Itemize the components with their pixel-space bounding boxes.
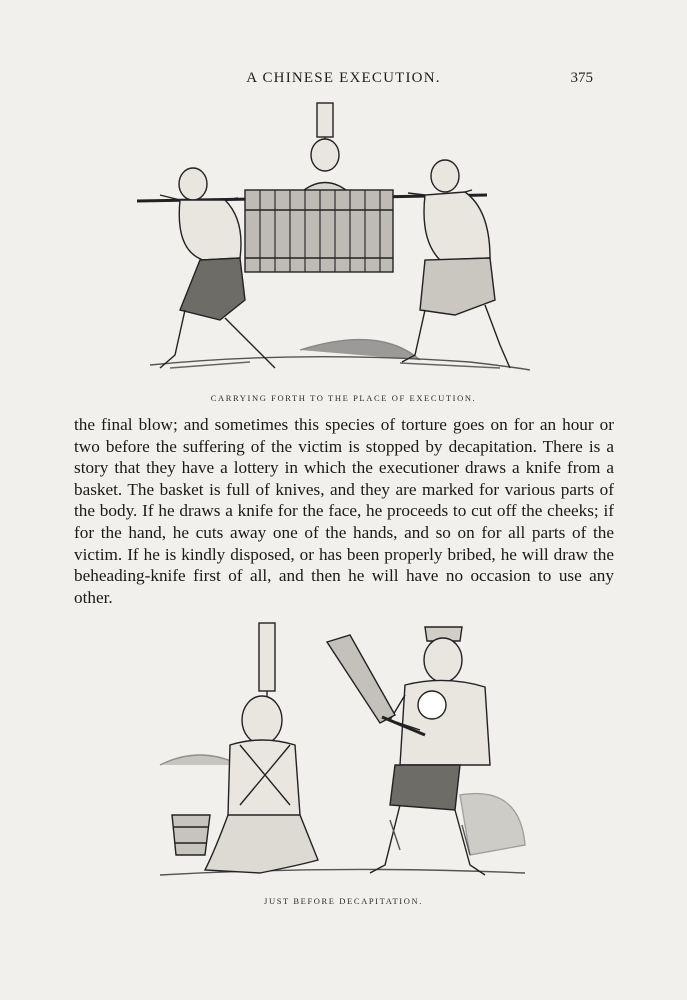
- figure-caption-bottom: JUST BEFORE DECAPITATION.: [264, 896, 423, 906]
- engraving-decapitation: [0, 615, 687, 895]
- figure-caption-top: CARRYING FORTH TO THE PLACE OF EXECUTION.: [210, 393, 477, 403]
- illustration-before-decapitation: [0, 615, 687, 915]
- running-head: [0, 70, 687, 92]
- page-number: 375: [570, 70, 593, 86]
- illustration-carrying-forth: [0, 100, 687, 405]
- running-head-title: A CHINESE EXECUTION.: [246, 70, 441, 86]
- engraving-carrying-cage: [0, 100, 687, 390]
- body-paragraph: the final blow; and sometimes this species of torture goes on for an hour or two before the suffering of the victim is stopped by decapitation. There is a story that they have a lottery in which the executioner draws a knife from a basket. The basket is full of knives, and they are marked for various parts of the body. If he draws a knife for the face, he proceeds to cut off the cheeks; if for the hand, he cuts away one of the hands, and so on for all parts of the victim. If he is kindly disposed, or has been properly bribed, he will draw the beheading-knife first of all, and then he will have no occasion to use any other.: [74, 415, 614, 607]
